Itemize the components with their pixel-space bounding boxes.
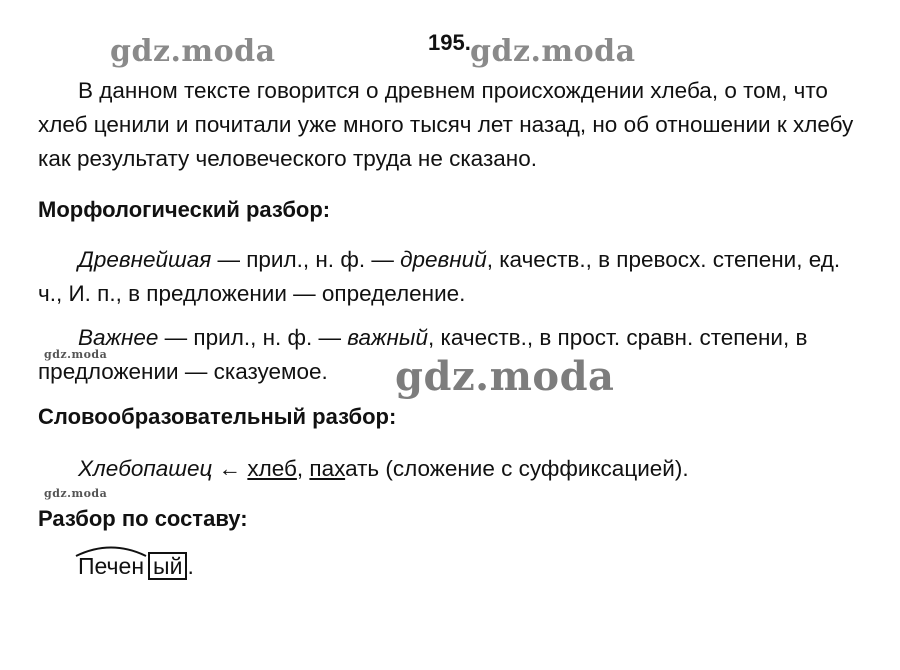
morph-word-2: Важнее	[78, 325, 159, 350]
watermark-small-1: gdz.moda	[44, 348, 108, 361]
morph-base-1: древний	[400, 247, 487, 272]
ending-text: ый	[153, 553, 183, 579]
wordform-source-2-root: пах	[309, 456, 346, 481]
root-segment	[76, 553, 146, 580]
morph-entry-1	[38, 243, 868, 311]
root-arc-mark	[74, 543, 148, 557]
morph-text-2a: — прил., н. ф. —	[158, 325, 348, 350]
intro-paragraph	[38, 74, 868, 176]
morph-word-1: Древнейшая	[78, 247, 212, 272]
wordform-note: (сложение с суффиксацией).	[379, 456, 689, 481]
morph-text-2b: , качеств., в прост. сравн. степени, в предложении — сказуемое.	[38, 325, 808, 384]
morph-heading: Морфологический разбор:	[38, 197, 331, 222]
intro-text: В данном тексте говорится о древнем происхождении хлеба, о том, что хлеб ценили и почитали уже много тысяч лет назад, но об отношении к хлебу как результату человеческого труда не сказано.	[38, 78, 854, 171]
wordform-comma: ,	[296, 456, 310, 481]
exercise-number: 195.	[428, 30, 471, 55]
watermark-top-right: gdz.moda	[470, 34, 636, 69]
wordform-source-1: хлеб	[247, 456, 297, 481]
morph-base-2: важный	[347, 325, 428, 350]
watermark-center: gdz.moda	[395, 353, 615, 400]
morph-entry-2	[38, 321, 868, 389]
wordform-heading: Словообразовательный разбор:	[38, 404, 397, 429]
wordform-source-2-rest: ать	[345, 456, 380, 481]
wordform-line	[38, 452, 868, 486]
composition-period: .	[187, 553, 194, 579]
watermark-small-2: gdz.moda	[44, 487, 108, 500]
morph-text-1a: — прил., н. ф. —	[211, 247, 401, 272]
morph-text-1b: , качеств., в превосх. степени, ед. ч., И. п., в предложении — определение.	[38, 247, 841, 306]
composition-heading: Разбор по составу:	[38, 506, 248, 531]
wordform-word: Хлебопашец	[78, 456, 213, 481]
ending-box	[148, 552, 187, 580]
composition-word	[76, 552, 194, 580]
watermark-top-left: gdz.moda	[110, 34, 276, 69]
root-text: Печен	[78, 553, 145, 579]
wordform-arrow: ←	[212, 456, 248, 481]
